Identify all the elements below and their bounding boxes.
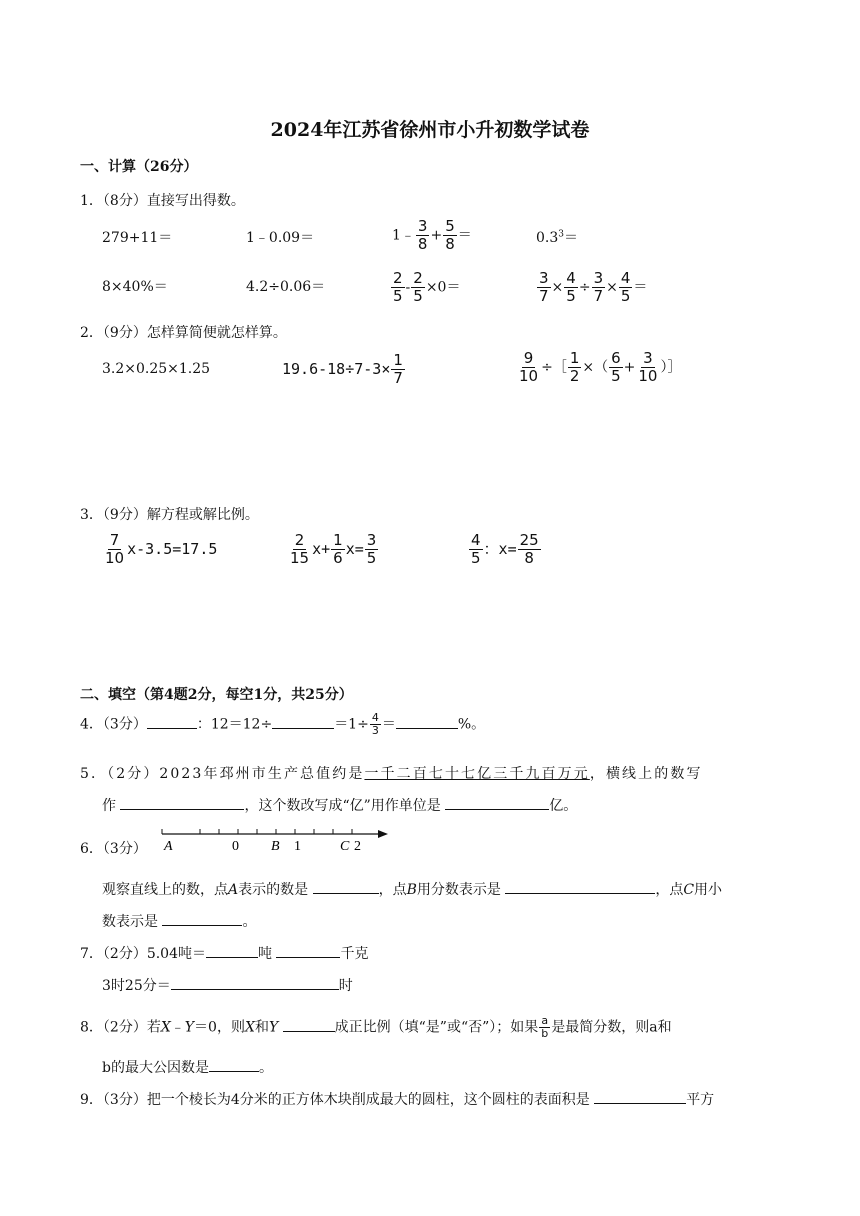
- q3-item-c: $\frac{4}{5}$ ：x= $\frac{25}{8}$: [471, 531, 539, 567]
- q2-item-a: 3.2×0.25×1.25: [102, 361, 211, 377]
- question-8-line-2: b的最大公因数是 。: [102, 1057, 273, 1077]
- question-9-line-1: 9．（3分）把一个棱长为4分米的正方体木块削成最大的圆柱，这个圆柱的表面积是 平方: [80, 1089, 714, 1109]
- question-7-line-1: 7．（2分）5.04吨＝ 吨 千克: [80, 943, 368, 963]
- question-7-line-2: 3时25分＝ 时: [102, 975, 353, 995]
- q1-item-c: 1﹣ $\frac{3}{8}$ + $\frac{5}{8}$ ＝: [392, 217, 472, 253]
- number-line-label-C: C: [340, 839, 350, 854]
- question-5-line-2: 作 ，这个数改写成“亿”用作单位是 亿。: [102, 795, 577, 815]
- question-6-prefix: 6．（3分）: [80, 841, 147, 857]
- section-1-heading: 一、计算（26分）: [80, 159, 198, 175]
- q1-item-e: 8×40%＝: [102, 279, 168, 295]
- q1-item-b: 1﹣0.09＝: [246, 230, 315, 246]
- question-4: 4．（3分） ：12＝12÷ ＝1÷ $\frac{4}{3}$ ＝ %。: [80, 711, 486, 737]
- number-line-label-1: 1: [294, 839, 301, 854]
- question-3-stem: 3．（9分）解方程或解比例。: [80, 507, 259, 523]
- q2-item-b: 19.6-18÷7-3× $\frac{1}{7}$: [282, 351, 403, 387]
- q1-item-a: 279+11＝: [102, 230, 173, 246]
- q1-item-f: 4.2÷0.06＝: [246, 279, 326, 295]
- question-6-line-2: 观察直线上的数，点A表示的数是 ，点B用分数表示是 ，点C用小: [102, 879, 722, 899]
- q3-item-a: $\frac{7}{10}$ x-3.5=17.5: [105, 531, 218, 567]
- q1-item-g: $\frac{2}{5}$ - $\frac{2}{5}$ ×0＝: [393, 269, 461, 305]
- q1-item-d: $0.3^3=$: [536, 229, 578, 246]
- number-line-label-B: B: [271, 839, 280, 854]
- question-8-line-1: 8．（2分）若X﹣Y＝0，则X和Y 成正比例（填“是”或“否”）；如果 $\frac{a}{b}$ 是最简分数，则a和: [80, 1014, 672, 1040]
- page-title: 2024年江苏省徐州市小升初数学试卷: [270, 119, 590, 141]
- number-line-label-0: 0: [232, 839, 239, 854]
- question-6-line-3: 数表示是 。: [102, 911, 256, 931]
- question-2-stem: 2．（9分）怎样算简便就怎样算。: [80, 325, 287, 341]
- q3-item-b: $\frac{2}{15}$ x+ $\frac{1}{6}$ x= $\frac{3}{5}$: [290, 531, 377, 567]
- number-line-label-2: 2: [354, 839, 361, 854]
- question-5-line-1: 5．（2分）2023年邳州市生产总值约是一千二百七十七亿三千九百万元，横线上的数写: [80, 766, 703, 782]
- number-line-label-A: A: [164, 839, 173, 854]
- section-2-heading: 二、填空（第4题2分，每空1分，共25分）: [80, 687, 353, 703]
- question-1-stem: 1．（8分）直接写出得数。: [80, 193, 245, 209]
- number-line: [160, 826, 390, 854]
- q1-item-h: $\frac{3}{7}$ × $\frac{4}{5}$ ÷ $\frac{3}{7}$ × $\frac{4}{5}$ ＝: [539, 269, 648, 305]
- q2-item-c: $\frac{9}{10}$ ÷［ $\frac{1}{2}$ ×（ $\frac{6}{5}$ + $\frac{3}{10}$ ）］: [519, 349, 682, 385]
